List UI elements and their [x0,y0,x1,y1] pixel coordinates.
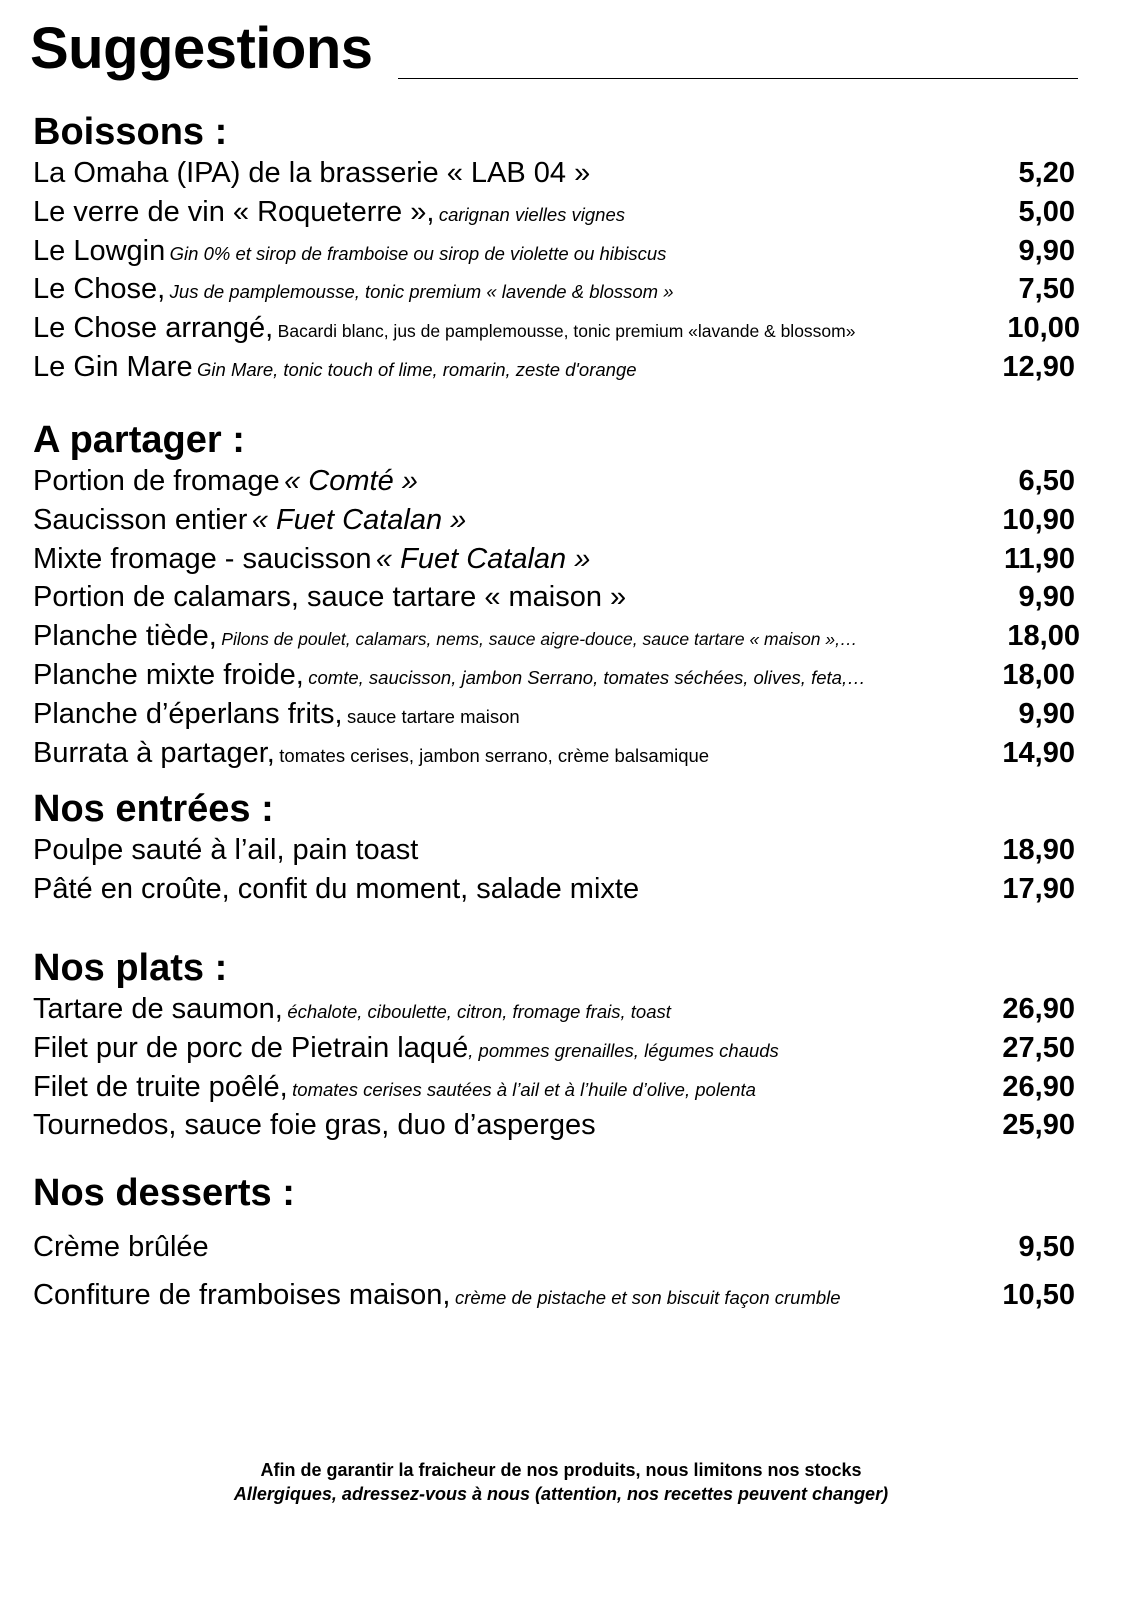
menu-item [33,1271,1075,1319]
menu-list [33,1223,1075,1319]
item-description: Jus de pamplemousse, tonic premium « lavende & blossom » [169,281,674,303]
item-price: 25,90 [1002,1109,1075,1142]
item-description: tomates cerises, jambon serrano, crème balsamique [279,744,710,766]
menu-item [33,154,1075,193]
menu-item [33,232,1075,271]
item-name: Le Lowgin [33,234,166,267]
item-name-emphasis: « Comté » [284,465,418,497]
item-name-emphasis: « Fuet Catalan » [251,503,467,536]
menu-item [33,1029,1075,1068]
item-price: 5,20 [1018,157,1075,189]
section-a-partager [33,418,1080,772]
item-price: 9,90 [1018,234,1075,267]
page-title: Suggestions [30,16,373,81]
menu-item [33,656,1075,695]
item-price: 12,90 [1002,350,1075,383]
item-name-emphasis: « Fuet Catalan » [375,542,591,575]
menu-item [33,990,1075,1029]
item-name: Tartare de saumon, [33,993,283,1025]
section-heading: A partager : [33,419,245,461]
item-price: 11,90 [1004,542,1075,575]
section-heading: Nos desserts : [33,1172,295,1214]
section-heading: Nos entrées : [33,788,274,830]
item-price: 26,90 [1002,1070,1075,1103]
item-name: Planche tiède, [33,620,217,653]
menu-item [33,540,1075,579]
title-underline [398,78,1078,79]
menu-list [33,831,1075,909]
item-name: Le verre de vin « Roqueterre », [33,195,435,228]
item-name: Pâté en croûte, confit du moment, salade mixte [33,872,640,905]
item-name: Le Chose, [33,273,166,306]
item-name: Planche d’éperlans frits, [33,697,343,730]
menu-item [33,1068,1075,1107]
menu-item [33,870,1075,909]
footer-stock-note: Afin de garantir la fraicheur de nos produits, nous limitons nos stocks [260,1460,862,1480]
item-name: Tournedos, sauce foie gras, duo d’asperges [33,1109,596,1142]
item-description: sauce tartare maison [346,705,520,727]
section-nos-plats [33,946,1075,1145]
item-price: 7,50 [1018,273,1075,306]
item-price: 9,90 [1018,697,1075,730]
item-description: carignan vielles vignes [438,203,625,225]
item-name: Saucisson entier [33,503,248,536]
item-price: 18,00 [1002,658,1075,691]
item-description: tomates cerises sautées à l’ail et à l’huile d’olive, polenta [292,1078,756,1100]
item-price: 26,90 [1002,993,1075,1025]
menu-item [33,1106,1075,1145]
section-nos-entrees [33,787,1075,909]
title-row [30,14,1078,84]
item-name: Le Gin Mare [33,350,193,383]
item-price: 10,50 [1002,1279,1075,1311]
item-price: 27,50 [1002,1031,1075,1064]
item-description: Bacardi blanc, jus de pamplemousse, tonic premium «lavande & blossom» [277,321,856,342]
menu-item [33,831,1075,870]
menu-item [33,501,1075,540]
item-price: 9,90 [1018,581,1075,614]
item-price: 18,00 [1007,620,1080,653]
footer-allergy-note: Allergiques, adressez-vous à nous (attention, nos recettes peuvent changer) [233,1484,889,1504]
menu-list [33,462,1080,772]
item-name: Le Chose arrangé, [33,312,274,345]
item-name: La Omaha (IPA) de la brasserie « LAB 04 » [33,157,591,189]
item-price: 10,00 [1007,312,1080,345]
item-price: 5,00 [1018,195,1075,228]
item-name: Poulpe sauté à l’ail, pain toast [33,834,419,866]
item-description: Gin Mare, tonic touch of lime, romarin, zeste d'orange [197,358,637,380]
menu-item [33,617,1080,656]
section-nos-desserts [33,1171,1075,1319]
item-price: 10,90 [1002,503,1075,536]
item-price: 18,90 [1002,834,1075,866]
item-price: 17,90 [1002,872,1075,905]
item-name: Portion de fromage [33,465,280,497]
item-description: Pilons de poulet, calamars, nems, sauce aigre-douce, sauce tartare « maison »,… [221,629,858,650]
item-price: 14,90 [1002,736,1075,769]
item-name: Crème brûlée [33,1231,209,1263]
section-boissons [33,110,1080,387]
item-price: 9,50 [1018,1231,1075,1263]
menu-item [33,309,1080,348]
item-name: Confiture de framboises maison, [33,1279,451,1311]
menu-item [33,695,1075,734]
menu-list [33,154,1080,387]
menu-list [33,990,1075,1145]
item-name: Mixte fromage - saucisson [33,542,372,575]
section-heading: Nos plats : [33,947,228,989]
item-price: 6,50 [1018,465,1075,497]
menu-item [33,348,1075,387]
footer-note [0,1458,1122,1506]
item-name: Filet pur de porc de Pietrain laqué [33,1031,469,1064]
menu-item [33,193,1075,232]
menu-item [33,734,1075,773]
item-description: comte, saucisson, jambon Serrano, tomates séchées, olives, feta,… [308,666,866,688]
menu-item [33,1223,1075,1271]
item-name: Portion de calamars, sauce tartare « maison » [33,581,627,614]
menu-item [33,578,1075,617]
section-heading: Boissons : [33,111,228,153]
menu-item [33,462,1075,501]
item-name: Burrata à partager, [33,736,275,769]
item-description: , pommes grenailles, légumes chauds [468,1039,779,1061]
item-description: échalote, ciboulette, citron, fromage frais, toast [287,1001,671,1022]
item-description: Gin 0% et sirop de framboise ou sirop de violette ou hibiscus [169,242,667,264]
menu-item [33,270,1075,309]
item-description: crème de pistache et son biscuit façon crumble [454,1287,841,1308]
item-name: Filet de truite poêlé, [33,1070,288,1103]
item-name: Planche mixte froide, [33,658,304,691]
